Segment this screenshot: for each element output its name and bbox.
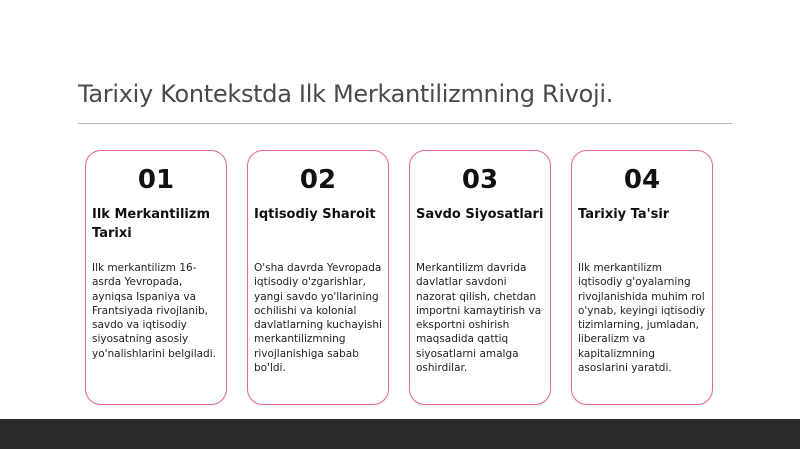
card-2: [247, 150, 389, 405]
card-number: 04: [623, 165, 661, 195]
card-heading: Ilk Merkantilizm Tarixi: [92, 207, 210, 241]
slide-title: Tarixiy Kontekstda Ilk Merkantilizmning Rivoji.: [78, 80, 614, 108]
card-body: Ilk merkantilizm iqtisodiy g'oyalarning rivojlanishida muhim rol o'ynab, keyingi iqtisodiy tizimlarning, jumladan, liberalizm va kapitalizmning asoslarini yaratdi.: [578, 262, 706, 375]
card-body: Ilk merkantilizm 16-asrda Yevropada, ayniqsa Ispaniya va Frantsiyada rivojlanib, savdo va iqtisodiy siyosatning asosiy yo'nalishlarini belgiladi.: [92, 262, 216, 360]
card-number: 02: [299, 165, 337, 195]
card-heading: Iqtisodiy Sharoit: [254, 207, 376, 222]
card-number: 01: [137, 165, 175, 195]
title-divider: [78, 123, 732, 124]
footer-bar: [0, 419, 800, 449]
card-4: [571, 150, 713, 405]
card-heading: Tarixiy Ta'sir: [578, 207, 670, 222]
card-body: O'sha davrda Yevropada iqtisodiy o'zgarishlar, yangi savdo yo'llarining ochilishi va kolonial davlatlarning kuchayishi merkantilizmning rivojlanishiga sabab bo'ldi.: [254, 262, 382, 375]
card-heading: Savdo Siyosatlari: [416, 207, 544, 222]
card-1: [85, 150, 227, 405]
card-3: [409, 150, 551, 405]
card-body: Merkantilizm davrida davlatlar savdoni nazorat qilish, chetdan importni kamaytirish va eksportni oshirish maqsadida qattiq siyosatlarni amalga oshirdilar.: [416, 262, 542, 375]
card-number: 03: [461, 165, 499, 195]
